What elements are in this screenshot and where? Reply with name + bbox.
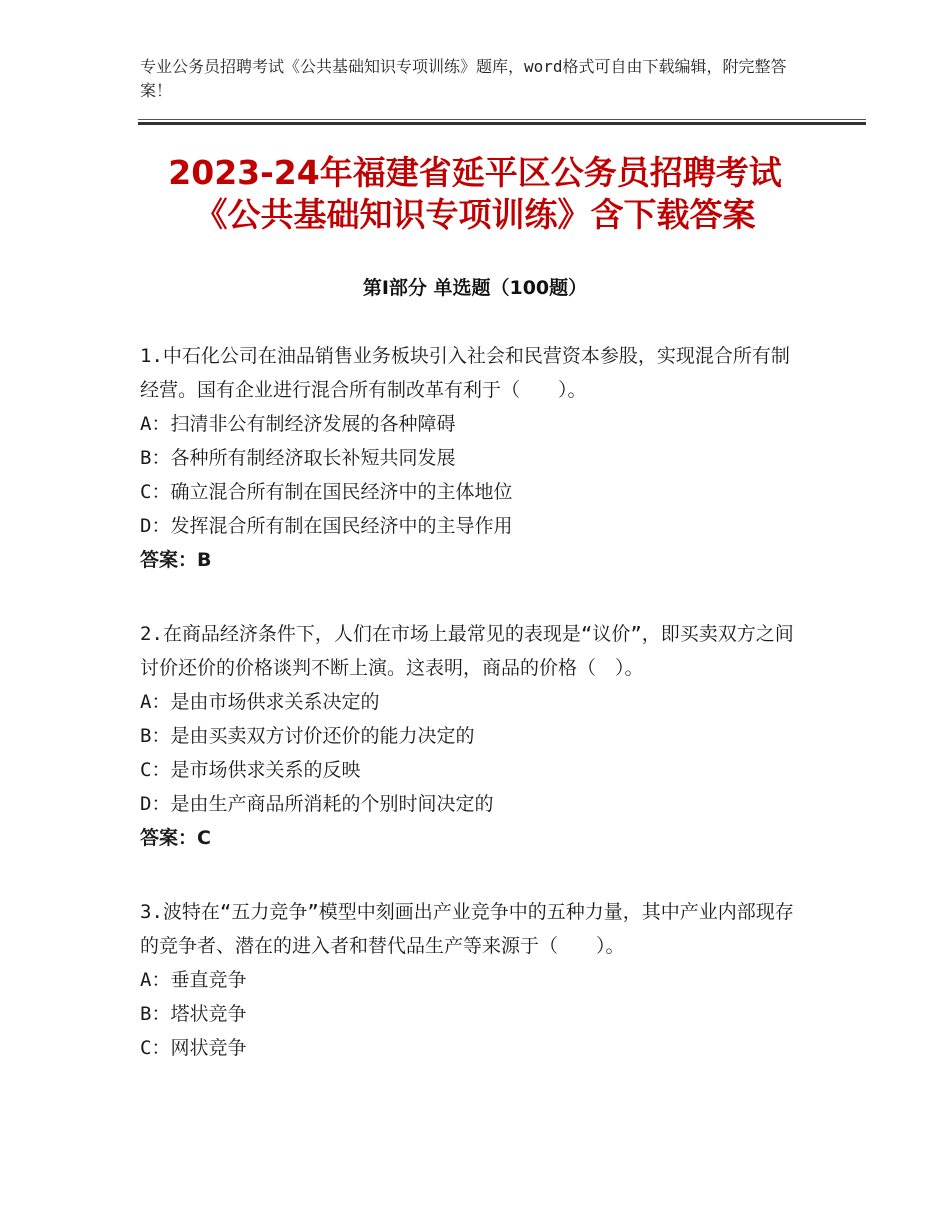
section-title: 第Ⅰ部分 单选题（100题） (362, 277, 588, 299)
question-stem: 2.在商品经济条件下，人们在市场上最常见的表现是“议价”，即买卖双方之间讨价还价的价格谈判不断上演。这表明，商品的价格（ ）。 (140, 623, 794, 679)
option-d: D：发挥混合所有制在国民经济中的主导作用 (140, 515, 513, 537)
header-divider-thin (138, 119, 866, 120)
document-title-line-2: 《公共基础知识专项训练》含下载答案 (194, 195, 756, 234)
option-a: A：垂直竞争 (140, 969, 247, 991)
question-item (140, 895, 800, 1065)
option-c: C：网状竞争 (140, 1037, 247, 1059)
document-title-line-1: 2023-24年福建省延平区公务员招聘考试 (168, 153, 782, 192)
option-b: B：是由买卖双方讨价还价的能力决定的 (140, 725, 475, 747)
option-c: C：是市场供求关系的反映 (140, 759, 361, 781)
document-title (100, 152, 850, 236)
answer-label: 答案：C (140, 827, 211, 849)
question-stem: 3.波特在“五力竞争”模型中刻画出产业竞争中的五种力量，其中产业内部现存的竞争者、潜在的进入者和替代品生产等来源于（ ）。 (140, 901, 794, 957)
option-a: A：扫清非公有制经济发展的各种障碍 (140, 413, 456, 435)
header-divider-thick (138, 122, 866, 125)
option-b: B：各种所有制经济取长补短共同发展 (140, 447, 456, 469)
question-stem: 1.中石化公司在油品销售业务板块引入社会和民营资本参股，实现混合所有制经营。国有企业进行混合所有制改革有利于（ ）。 (140, 345, 790, 401)
header-note: 专业公务员招聘考试《公共基础知识专项训练》题库，word格式可自由下载编辑，附完整答案！ (140, 57, 787, 100)
option-a: A：是由市场供求关系决定的 (140, 691, 380, 713)
answer-label: 答案：B (140, 549, 212, 571)
question-item (140, 339, 800, 577)
option-b: B：塔状竞争 (140, 1003, 247, 1025)
option-d: D：是由生产商品所消耗的个别时间决定的 (140, 793, 494, 815)
question-item (140, 617, 800, 855)
option-c: C：确立混合所有制在国民经济中的主体地位 (140, 481, 513, 503)
question-list (140, 339, 800, 1105)
